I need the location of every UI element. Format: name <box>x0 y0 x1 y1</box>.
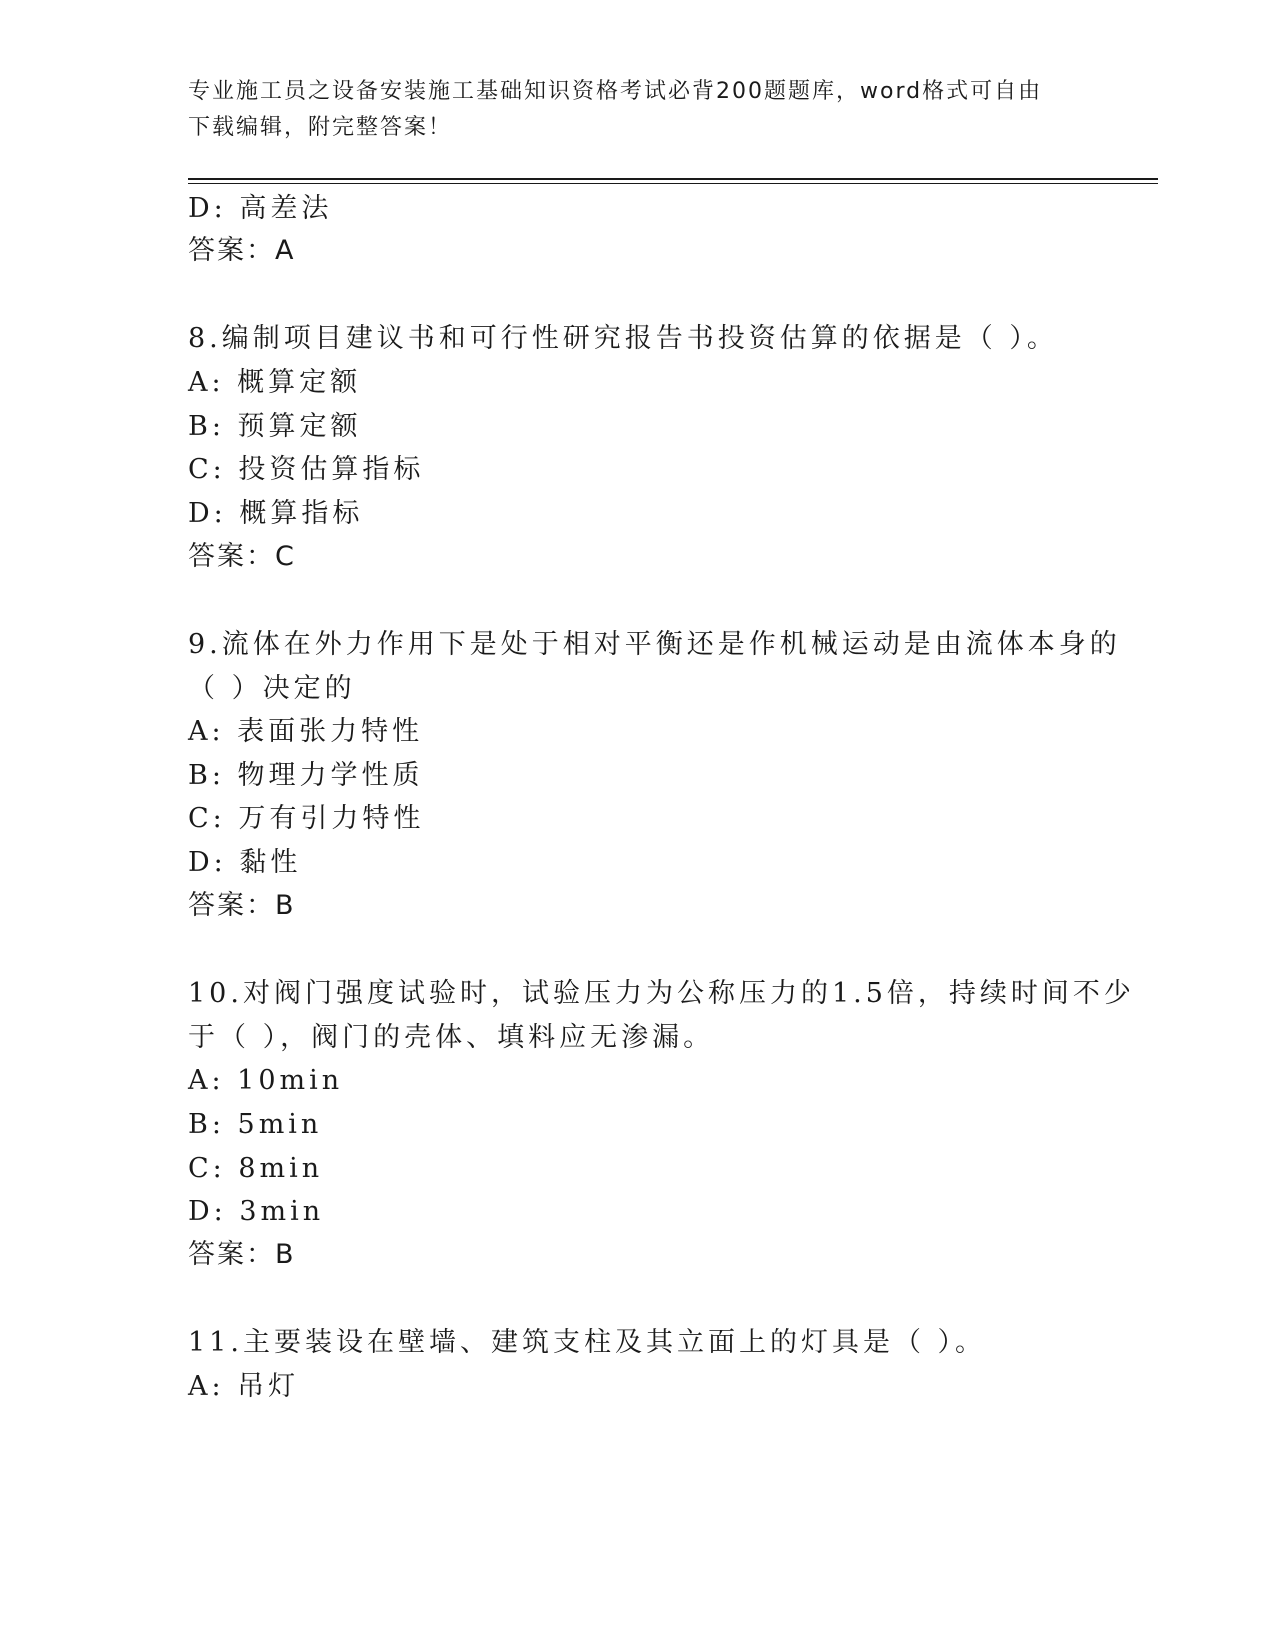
q10-answer: 答案：B <box>188 1239 296 1270</box>
q9-answer: 答案：B <box>188 890 296 921</box>
header-title-line-1: 专业施工员之设备安装施工基础知识资格考试必背200题题库，word格式可自由 <box>188 79 1043 104</box>
q9-option-a: A: 表面张力特性 <box>188 716 424 747</box>
q8-option-a: A: 概算定额 <box>188 367 362 398</box>
header-title-line-2: 下载编辑，附完整答案！ <box>188 115 453 140</box>
q8-option-d: D: 概算指标 <box>188 498 364 529</box>
q8-option-b: B: 预算定额 <box>188 411 362 442</box>
q10-question-line-2: 于（ ），阀门的壳体、填料应无渗漏。 <box>188 1022 715 1053</box>
q7-option-d: D: 高差法 <box>188 193 333 224</box>
header-divider-thick <box>188 178 1158 180</box>
q9-option-d: D: 黏性 <box>188 847 302 878</box>
q10-option-b: B: 5min <box>188 1109 323 1140</box>
q8-option-c: C: 投资估算指标 <box>188 454 425 485</box>
q8-answer: 答案：C <box>188 541 296 572</box>
q10-question-line-1: 10.对阀门强度试验时，试验压力为公称压力的1.5倍，持续时间不少 <box>188 978 1135 1009</box>
header-divider-thin <box>188 183 1158 184</box>
q11-option-a: A: 吊灯 <box>188 1371 300 1402</box>
document-header <box>188 74 1068 146</box>
q10-option-a: A: 10min <box>188 1065 344 1096</box>
q8-question: 8.编制项目建议书和可行性研究报告书投资估算的依据是（ ）。 <box>188 323 1058 354</box>
q9-question-line-1: 9.流体在外力作用下是处于相对平衡还是作机械运动是由流体本身的 <box>188 629 1121 660</box>
q10-option-d: D: 3min <box>188 1196 325 1227</box>
q9-option-c: C: 万有引力特性 <box>188 803 425 834</box>
q9-option-b: B: 物理力学性质 <box>188 760 424 791</box>
q7-answer: 答案：A <box>188 235 296 266</box>
q10-option-c: C: 8min <box>188 1153 324 1184</box>
q11-question: 11.主要装设在壁墙、建筑支柱及其立面上的灯具是（ ）。 <box>188 1327 987 1358</box>
q9-question-line-2: （ ）决定的 <box>188 673 356 704</box>
